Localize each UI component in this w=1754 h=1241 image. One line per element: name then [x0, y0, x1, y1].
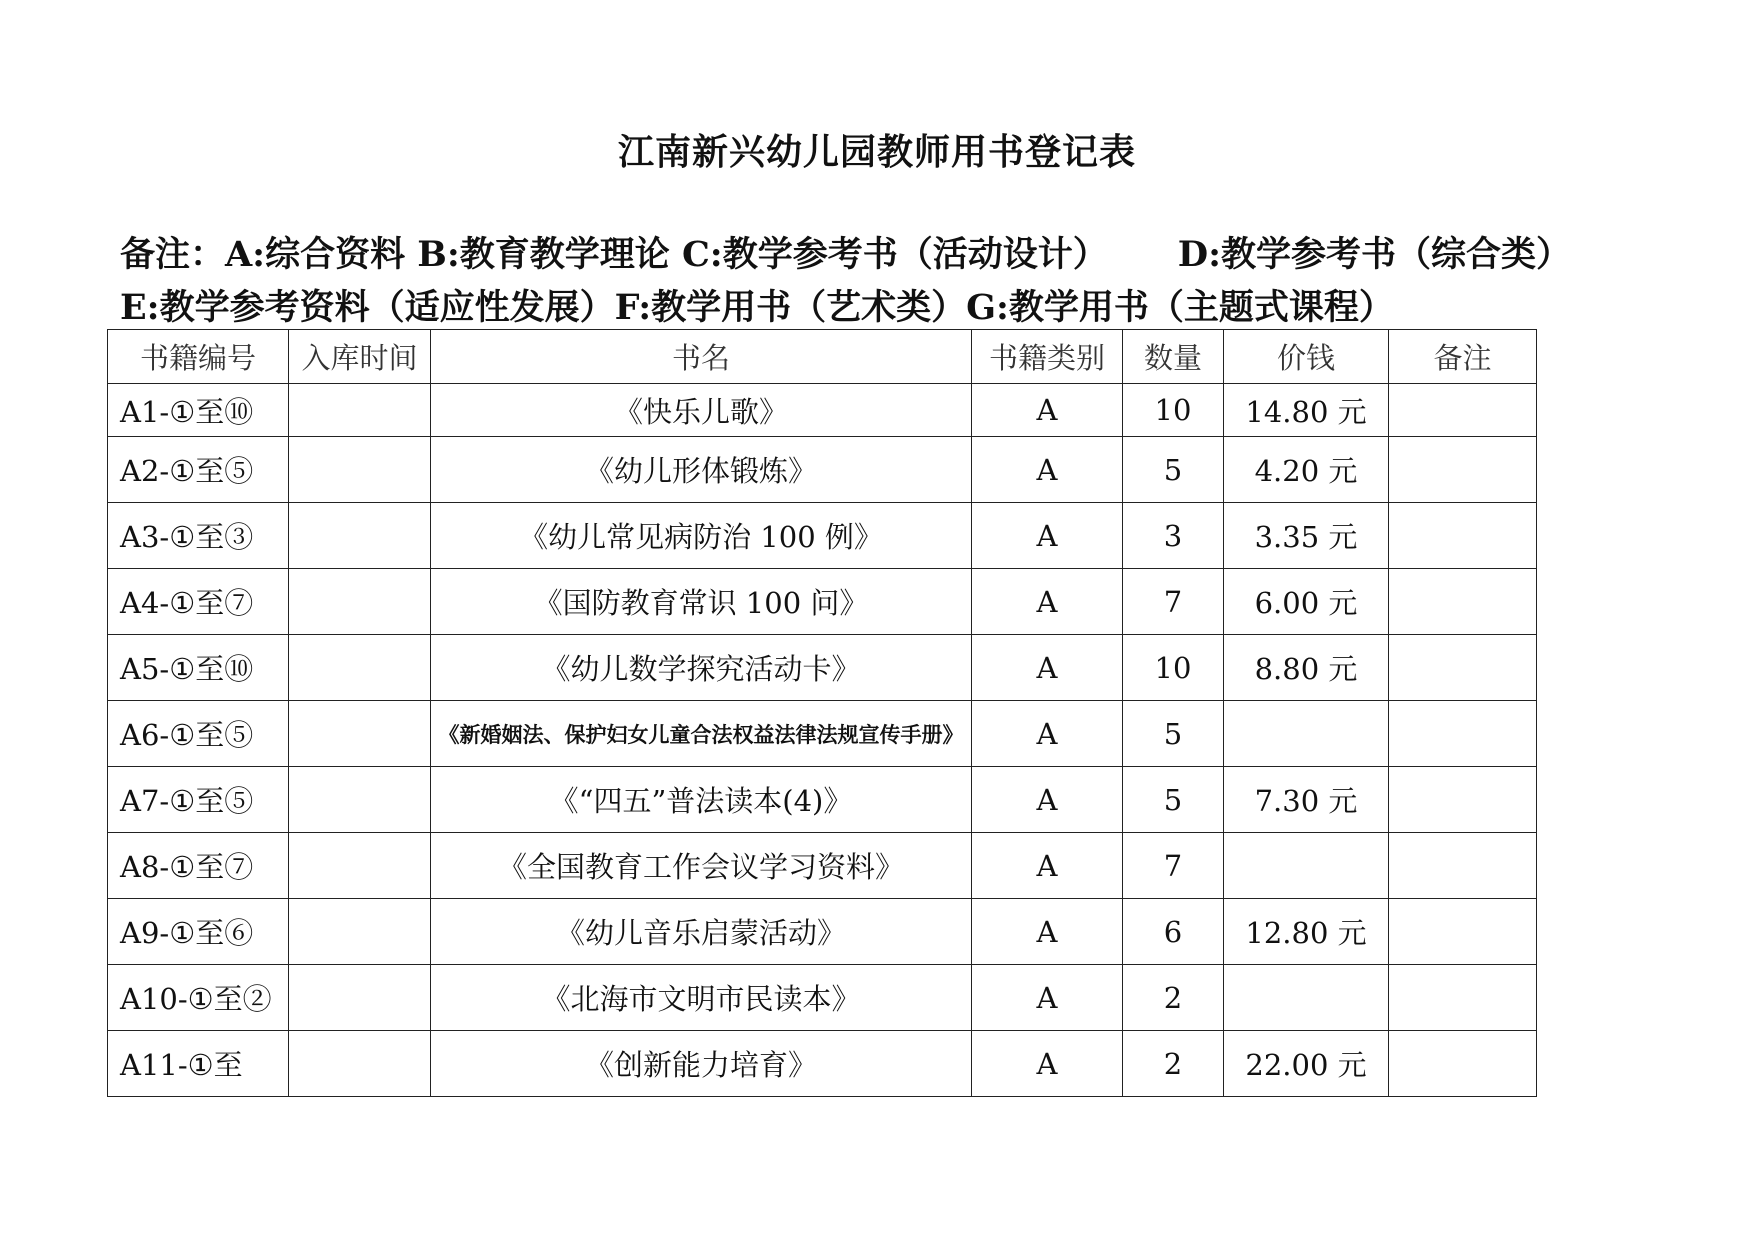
- header-book-code: 书籍编号: [108, 330, 289, 384]
- cell-title: 《幼儿常见病防治 100 例》: [431, 503, 972, 569]
- cell-category: A: [972, 767, 1123, 833]
- header-storage-date: 入库时间: [289, 330, 431, 384]
- cell-remark: [1389, 965, 1537, 1031]
- cell-date: [289, 833, 431, 899]
- table-row: [108, 899, 1537, 965]
- table-row: [108, 767, 1537, 833]
- cell-remark: [1389, 503, 1537, 569]
- cell-category: A: [972, 437, 1123, 503]
- book-register-table: [107, 329, 1537, 1097]
- cell-code: A5-①至⑩: [108, 635, 289, 701]
- table-header-row: [108, 330, 1537, 384]
- page-title: 江南新兴幼儿园教师用书登记表: [617, 131, 1136, 173]
- category-notes: [120, 228, 1720, 334]
- cell-remark: [1389, 384, 1537, 437]
- notes-line-1-part-b: D:教学参考书（综合类）: [1177, 234, 1572, 275]
- cell-title: 《新婚姻法、保护妇女儿童合法权益法律法规宣传手册》: [431, 701, 972, 767]
- cell-code: A9-①至⑥: [108, 899, 289, 965]
- cell-qty: 5: [1123, 437, 1224, 503]
- cell-qty: 10: [1123, 384, 1224, 437]
- cell-remark: [1389, 833, 1537, 899]
- table-row: [108, 437, 1537, 503]
- cell-date: [289, 569, 431, 635]
- header-quantity: 数量: [1123, 330, 1224, 384]
- notes-line-2: E:教学参考资料（适应性发展）F:教学用书（艺术类）G:教学用书（主题式课程）: [120, 287, 1394, 328]
- cell-qty: 7: [1123, 569, 1224, 635]
- table-row: [108, 569, 1537, 635]
- cell-title: 《幼儿音乐启蒙活动》: [431, 899, 972, 965]
- cell-title: 《全国教育工作会议学习资料》: [431, 833, 972, 899]
- cell-category: A: [972, 569, 1123, 635]
- cell-category: A: [972, 635, 1123, 701]
- cell-title: 《北海市文明市民读本》: [431, 965, 972, 1031]
- cell-remark: [1389, 635, 1537, 701]
- table-row: [108, 965, 1537, 1031]
- cell-remark: [1389, 767, 1537, 833]
- cell-code: A11-①至: [108, 1031, 289, 1097]
- cell-date: [289, 503, 431, 569]
- cell-qty: 5: [1123, 701, 1224, 767]
- cell-qty: 3: [1123, 503, 1224, 569]
- cell-code: A2-①至⑤: [108, 437, 289, 503]
- cell-date: [289, 437, 431, 503]
- notes-line-1-part-a: 备注：A:综合资料 B:教育教学理论 C:教学参考书（活动设计）: [120, 234, 1108, 275]
- cell-remark: [1389, 1031, 1537, 1097]
- cell-remark: [1389, 701, 1537, 767]
- cell-date: [289, 899, 431, 965]
- cell-code: A7-①至⑤: [108, 767, 289, 833]
- cell-price: 7.30 元: [1224, 767, 1389, 833]
- cell-category: A: [972, 503, 1123, 569]
- cell-code: A6-①至⑤: [108, 701, 289, 767]
- header-book-category: 书籍类别: [972, 330, 1123, 384]
- cell-category: A: [972, 833, 1123, 899]
- cell-qty: 5: [1123, 767, 1224, 833]
- cell-price: 8.80 元: [1224, 635, 1389, 701]
- cell-price: [1224, 965, 1389, 1031]
- notes-line-1: [120, 228, 1720, 281]
- cell-title: 《快乐儿歌》: [431, 384, 972, 437]
- cell-price: [1224, 833, 1389, 899]
- cell-category: A: [972, 965, 1123, 1031]
- cell-title: 《“四五”普法读本(4)》: [431, 767, 972, 833]
- cell-remark: [1389, 899, 1537, 965]
- cell-price: 22.00 元: [1224, 1031, 1389, 1097]
- cell-qty: 10: [1123, 635, 1224, 701]
- cell-title: 《创新能力培育》: [431, 1031, 972, 1097]
- cell-category: A: [972, 899, 1123, 965]
- header-price: 价钱: [1224, 330, 1389, 384]
- header-book-title: 书名: [431, 330, 972, 384]
- cell-qty: 6: [1123, 899, 1224, 965]
- cell-date: [289, 1031, 431, 1097]
- cell-code: A1-①至⑩: [108, 384, 289, 437]
- cell-price: [1224, 701, 1389, 767]
- header-remark: 备注: [1389, 330, 1537, 384]
- table-row: [108, 833, 1537, 899]
- cell-title: 《幼儿形体锻炼》: [431, 437, 972, 503]
- cell-category: A: [972, 1031, 1123, 1097]
- cell-price: 4.20 元: [1224, 437, 1389, 503]
- cell-title: 《国防教育常识 100 问》: [431, 569, 972, 635]
- cell-category: A: [972, 384, 1123, 437]
- table-row: [108, 701, 1537, 767]
- cell-qty: 2: [1123, 965, 1224, 1031]
- cell-date: [289, 635, 431, 701]
- cell-price: 3.35 元: [1224, 503, 1389, 569]
- cell-category: A: [972, 701, 1123, 767]
- cell-title: 《幼儿数学探究活动卡》: [431, 635, 972, 701]
- cell-date: [289, 965, 431, 1031]
- cell-qty: 7: [1123, 833, 1224, 899]
- cell-code: A3-①至③: [108, 503, 289, 569]
- cell-date: [289, 701, 431, 767]
- table-row: [108, 1031, 1537, 1097]
- cell-code: A8-①至⑦: [108, 833, 289, 899]
- table-row: [108, 384, 1537, 437]
- cell-date: [289, 767, 431, 833]
- cell-qty: 2: [1123, 1031, 1224, 1097]
- cell-remark: [1389, 569, 1537, 635]
- cell-code: A10-①至②: [108, 965, 289, 1031]
- cell-price: 6.00 元: [1224, 569, 1389, 635]
- table-row: [108, 635, 1537, 701]
- cell-code: A4-①至⑦: [108, 569, 289, 635]
- cell-remark: [1389, 437, 1537, 503]
- cell-date: [289, 384, 431, 437]
- table-row: [108, 503, 1537, 569]
- cell-price: 12.80 元: [1224, 899, 1389, 965]
- cell-price: 14.80 元: [1224, 384, 1389, 437]
